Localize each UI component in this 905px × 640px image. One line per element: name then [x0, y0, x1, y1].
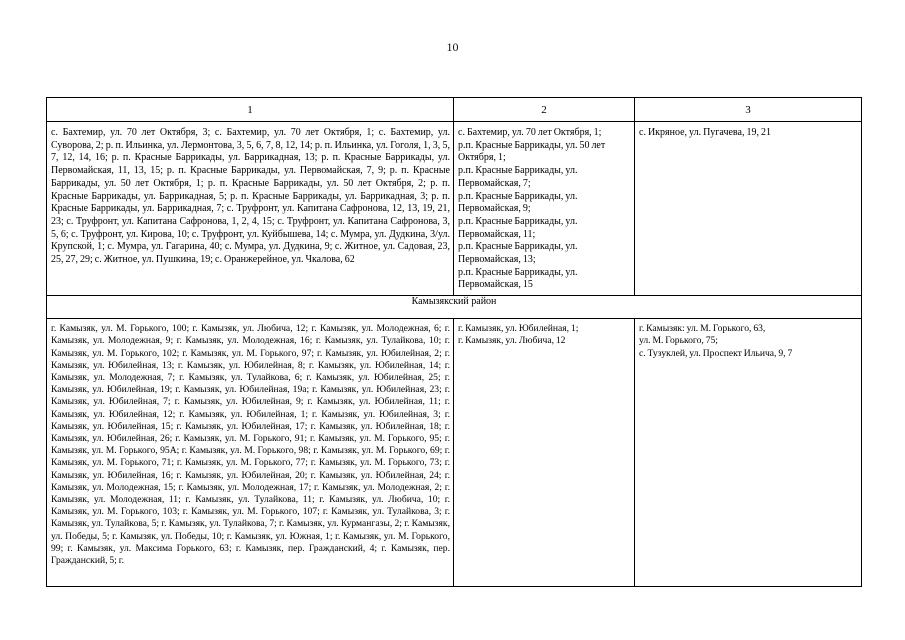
table-cell — [635, 319, 862, 587]
table-row — [47, 122, 862, 296]
address-line: р.п. Красные Баррикады, ул. 50 лет Октября, 1; — [458, 139, 606, 164]
section-row — [47, 296, 862, 319]
cell-text: с. Икряное, ул. Пугачева, 19, 21 — [639, 127, 771, 138]
address-line: г. Камызяк, ул. Юбилейная, 1; — [458, 323, 579, 335]
table-cell — [454, 122, 635, 296]
address-line: ул. М. Горького, 75; — [639, 335, 718, 347]
table-cell — [47, 319, 454, 587]
address-line: р.п. Красные Баррикады, ул. Первомайская, 11; — [458, 215, 578, 240]
cell-text — [454, 319, 634, 350]
table-cell — [635, 122, 862, 296]
table-cell — [47, 122, 454, 296]
address-table — [46, 97, 862, 587]
table-cell — [454, 319, 635, 587]
page-number: 10 — [446, 40, 459, 54]
address-line: р.п. Красные Баррикады, ул. Первомайская, 7; — [458, 165, 578, 189]
cell-text — [635, 319, 861, 363]
cell-text: г. Камызяк, ул. М. Горького, 100; г. Камызяк, ул. Любича, 12; г. Камызяк, ул. Молодежная, 6; г. Камызяк, ул. Молодежная, 9; г. Камызяк, ул. Молодежная, 16; г. Камызяк, ул. Тулайкова, 10; г. Камызяк, ул. М. Горького, 102; г. Камызяк, ул. М. Горького, 97; г. Камызяк, ул. Юбилейная, 2; г. Камызяк, ул. Юбилейная, 13; г. Камызяк, ул. Юбилейная, 8; г. Камызяк, ул. Юбилейная, 14; г. Камызяк, ул. Молодежная, 7; г. Камызяк, ул. Тулайкова, 6; г. Камызяк, ул. Юбилейная, 25; г. Камызяк, ул. Юбилейная, 19; г. Камызяк, ул. Юбилейная, 19а; г. Камызяк, ул. Юбилейная, 23; г. Камызяк, ул. Юбилейная, 7; г. Камызяк, ул. Юбилейная, 9; г. Камызяк, ул. Юбилейная, 11; г. Камызяк, ул. Юбилейная, 12; г. Камызяк, ул. Юбилейная, 1; г. Камызяк, ул. Юбилейная, 3; г. Камызяк, ул. Юбилейная, 15; г. Камызяк, ул. Юбилейная, 17; г. Камызяк, ул. Юбилейная, 18; г. Камызяк, ул. Юбилейная, 26; г. Камызяк, ул. М. Горького, 91; г. Камызяк, ул. М. Горького, 95; г. Камызяк, ул. М. Горького, 95А; г. Камызяк, ул. М. Горького, 98; г. Камызяк, ул. М. Горького, 69; г. Камызяк, ул. М. Горького, 71; г. Камызяк, ул. М. Горького, 77; г. Камызяк, ул. М. Горького, 73; г. Камызяк, ул. Юбилейная, 16; г. Камызяк, ул. Юбилейная, 20; г. Камызяк, ул. Юбилейная, 24; г. Камызяк, ул. Молодежная, 15; г. Камызяк, ул. Молодежная, 17; г. Камызяк, ул. Молодежная, 2; г. Камызяк, ул. Молодежная, 11; г. Камызяк, ул. Тулайкова, 11; г. Камызяк, ул. Любича, 10; г. Камызяк, ул. М. Горького, 103; г. Камызяк, ул. М. Горького, 107; г. Камызяк, ул. Тулайкова, 3; г. Камызяк, ул. Тулайкова, 5; г. Камызяк, ул. Тулайкова, 7; г. Камызяк, ул. Курмангазы, 2; г. Камызяк, ул. Победы, 5; г. Камызяк, ул. Победы, 10; г. Камызяк, ул. Южная, 1; г. Камызяк, ул. М. Горького, 99; г. Камызяк, ул. Максима Горького, 63; г. Камызяк, пер. Гражданский, 4; г. Камызяк, пер. Гражданский, 5; г. — [51, 323, 450, 566]
address-line: р.п. Красные Баррикады, ул. Первомайская, 9; — [458, 190, 578, 215]
column-header-2: 2 — [454, 98, 635, 122]
column-header-3: 3 — [635, 98, 862, 122]
address-line: г. Камызяк: ул. М. Горького, 63, — [639, 323, 766, 335]
column-header-1: 1 — [47, 98, 454, 122]
cell-text — [454, 122, 634, 295]
table-row — [47, 319, 862, 587]
address-line: г. Камызяк, ул. Любича, 12 — [458, 335, 566, 347]
section-title: Камызякский район — [47, 296, 862, 319]
address-line: с. Бахтемир, ул. 70 лет Октября, 1; — [458, 127, 602, 138]
table-header-row — [47, 98, 862, 122]
address-line: с. Тузуклей, ул. Проспект Ильича, 9, 7 — [639, 347, 793, 359]
address-line: р.п. Красные Баррикады, ул. Первомайская, 15 — [458, 266, 578, 291]
address-line: р.п. Красные Баррикады, ул. Первомайская, 13; — [458, 241, 578, 266]
cell-text: с. Бахтемир, ул. 70 лет Октября, 3; с. Бахтемир, ул. 70 лет Октября, 1; с. Бахтемир, ул. Суворова, 2; р. п. Ильинка, ул. Лермонтова, 3, 5, 6, 7, 8, 12, 14; р. п. Ильинка, ул. Гоголя, 1, 3, 5, 7, 12, 14, 16; р. п. Красные Баррикады, ул. Баррикадная, 13; р. п. Красные Баррикады, ул. Первомайская, 11, 13, 15; р. п. Красные Баррикады, ул. Первомайская, 7, 9; р. п. Красные Баррикады, ул. 50 лет Октября, 1; р. п. Красные Баррикады, ул. 50 лет Октября, 2; р. п. Красные Баррикады, ул. Баррикадная, 5; р. п. Красные Баррикады, ул. Баррикадная, 3; р. п. Красные Баррикады, ул. Баррикадная, 7; с. Труфронт, ул. Капитана Сафронова, 12, 13, 19, 21, 23; с. Труфронт, ул. Капитана Сафронова, 1, 2, 4, 15; с. Труфронт, ул. Капитана Сафронова, 3, 5, 6; с. Труфронт, ул. Кирова, 10; с. Труфронт, ул. Куйбышева, 14; с. Мумра, ул. Дудкина, 3/ул. Крупской, 1; с. Мумра, ул. Гагарина, 40; с. Мумра, ул. Дудкина, 9; с. Житное, ул. Садовая, 23, 25, 27, 29; с. Житное, ул. Пушкина, 19; с. Оранжерейное, ул. Чкалова, 62 — [51, 127, 450, 266]
